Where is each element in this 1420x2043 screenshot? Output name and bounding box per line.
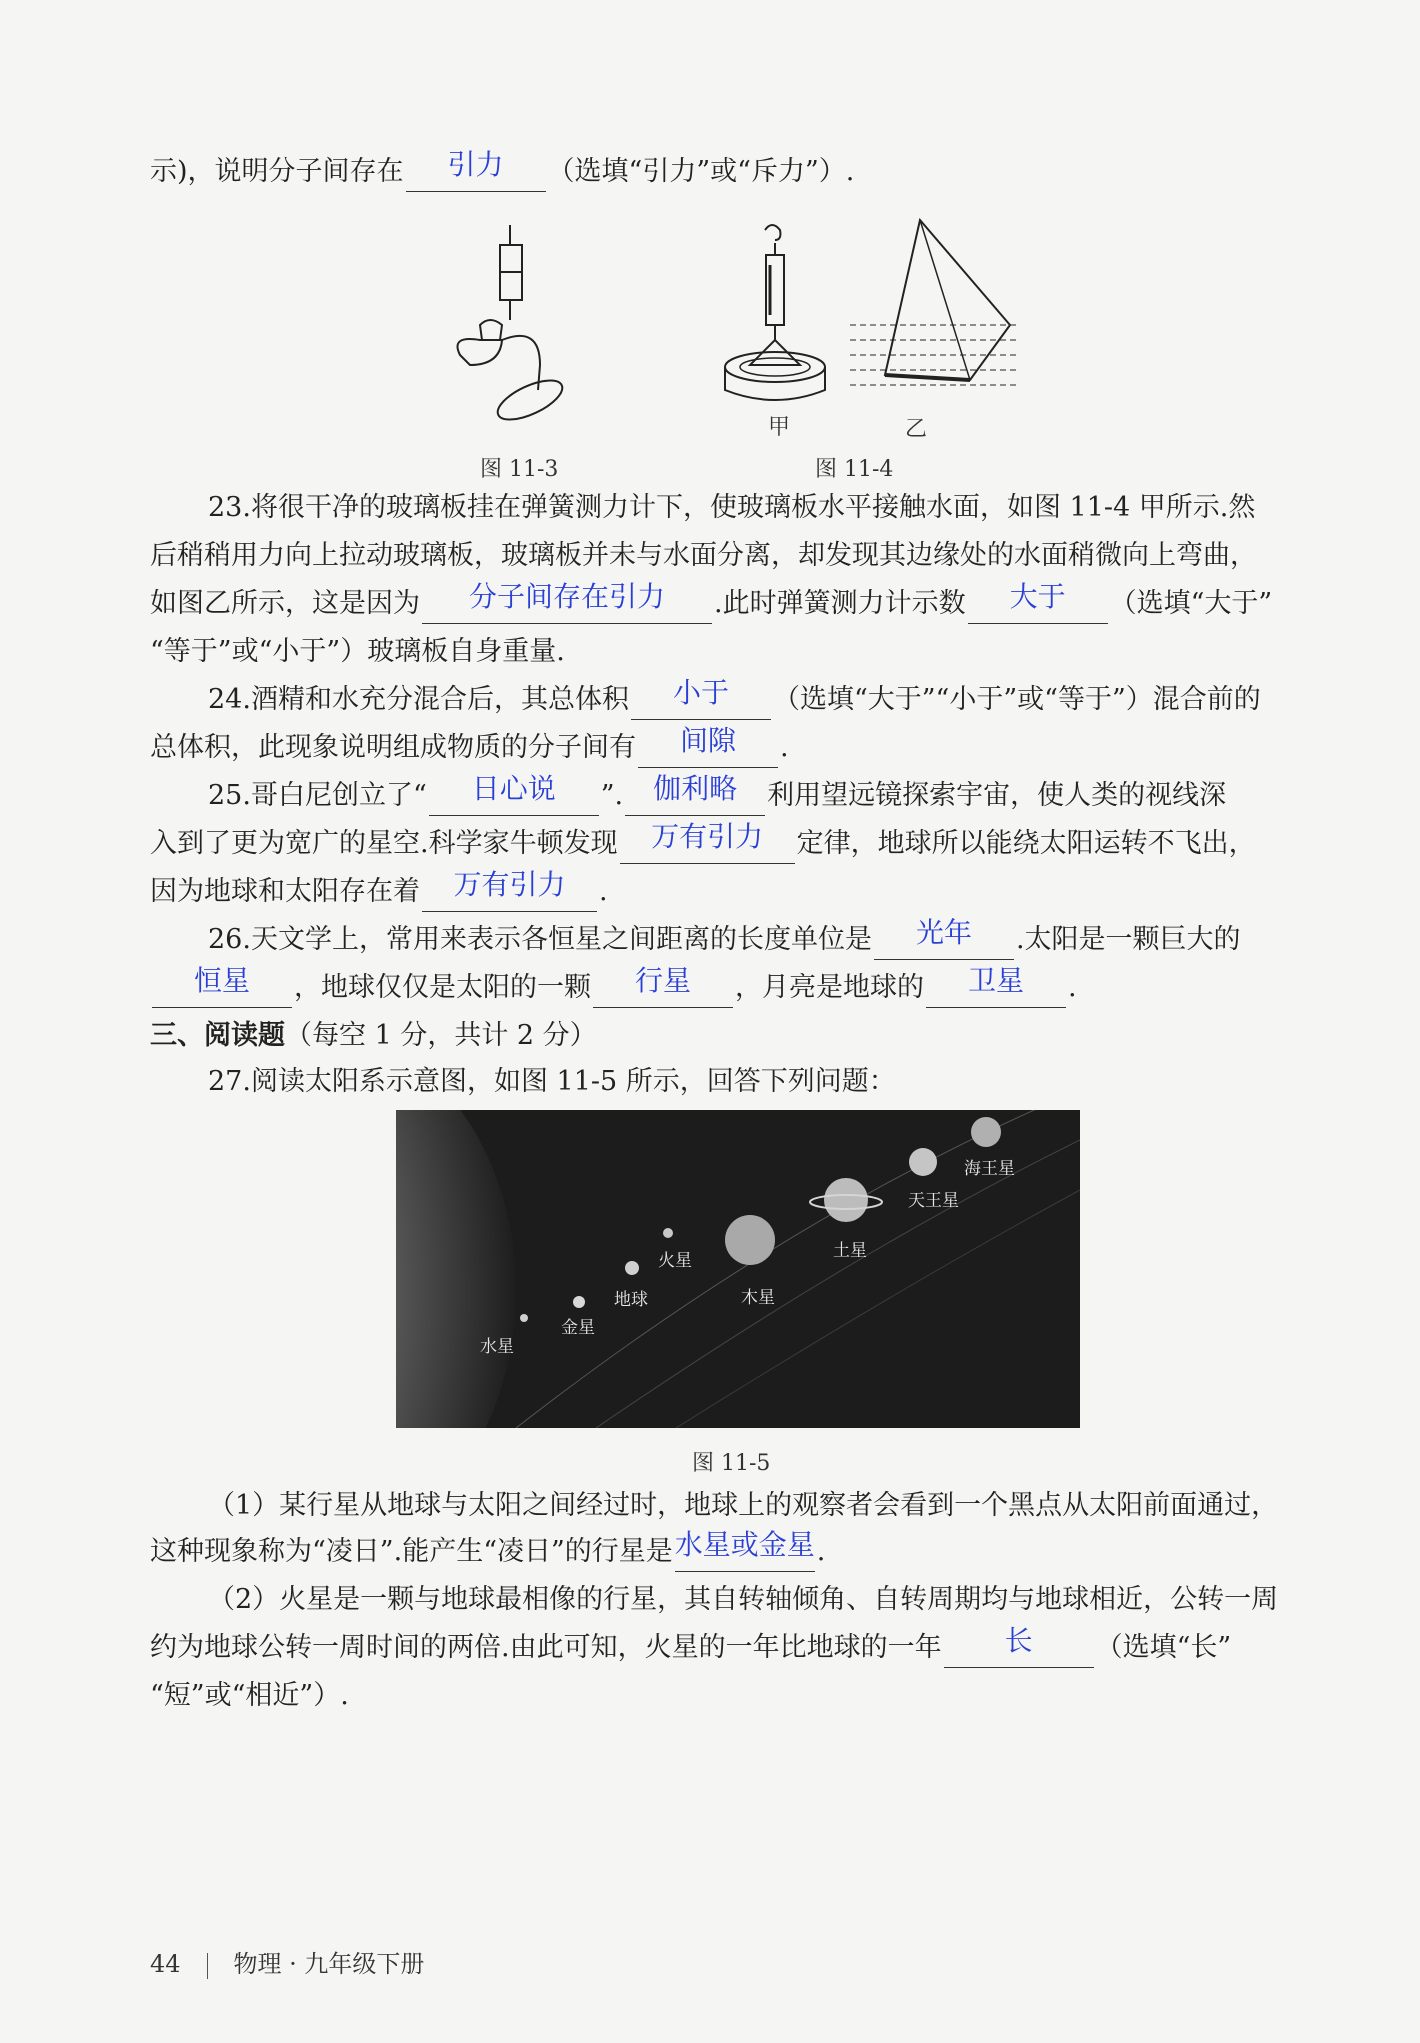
q26-answer2: 恒星 (193, 964, 250, 997)
q27-sub2-suffix: （选填“长” (1095, 1632, 1232, 1663)
q26-blank2 (152, 964, 292, 1008)
q24-line2-suffix: . (780, 732, 789, 763)
q26-line2 (150, 964, 1320, 1008)
neptune-shape (971, 1117, 1001, 1147)
q25-line2 (150, 820, 1320, 864)
q23-line4: “等于”或“小于”）玻璃板自身重量. (150, 636, 565, 667)
q25-line1-mid: ”. (600, 780, 624, 811)
q26-answer3: 行星 (634, 964, 691, 997)
saturn-shape (824, 1178, 868, 1222)
q27-sub2-blank (944, 1624, 1094, 1668)
q24-answer2: 间隙 (679, 724, 736, 757)
q25-answer1: 日心说 (471, 772, 556, 805)
q27-sub1-prefix: 这种现象称为“凌日”.能产生“凌日”的行星是 (150, 1536, 673, 1567)
q27-sub2-answer: 长 (1004, 1624, 1033, 1657)
q27-intro: 27.阅读太阳系示意图，如图 11-5 所示，回答下列问题： (208, 1066, 896, 1097)
q27-sub2-prefix: 约为地球公转一周时间的两倍.由此可知，火星的一年比地球的一年 (150, 1632, 942, 1663)
q25-blank4 (422, 868, 597, 912)
solar-system-image (396, 1110, 1080, 1428)
q24-line1-suffix: （选填“大于”“小于”或“等于”）混合前的 (772, 684, 1261, 715)
q23-blank1 (422, 580, 712, 624)
q23-blank2 (968, 580, 1108, 624)
q24-answer1: 小于 (672, 676, 729, 709)
q23-answer2: 大于 (1009, 580, 1066, 613)
q22-answer: 引力 (447, 148, 504, 181)
q22-prefix: 示)，说明分子间存在 (150, 156, 404, 187)
q24-line1 (208, 676, 1378, 720)
section3-title: 三、阅读题 (150, 1020, 285, 1051)
mercury-shape (520, 1314, 528, 1322)
q27-sub1-line1: （1）某行星从地球与太阳之间经过时，地球上的观察者会看到一个黑点从太阳前面通过， (208, 1490, 1279, 1521)
book-title: 物理 · 九年级下册 (233, 1950, 425, 1978)
q27-sub1-suffix: . (816, 1536, 826, 1567)
venus-shape (573, 1296, 585, 1308)
q26-blank1 (874, 916, 1014, 960)
q24-blank2 (638, 724, 778, 768)
q26-line2-mid1: ，地球仅仅是太阳的一颗 (294, 972, 591, 1003)
q26-blank3 (593, 964, 733, 1008)
planet-label-earth: 地球 (614, 1290, 648, 1310)
mars-shape (663, 1228, 673, 1238)
q27-sub1-blank (674, 1528, 815, 1572)
fig-11-4-caption: 图 11-4 (815, 457, 894, 482)
q25-line1-suffix: 利用望远镜探索宇宙，使人类的视线深 (767, 780, 1227, 811)
q26-line2-suffix: . (1068, 972, 1077, 1003)
q22-suffix: （选填“引力”或“斥力”）. (547, 156, 855, 187)
q25-line1 (208, 772, 1378, 816)
planet-label-uranus: 天王星 (908, 1191, 959, 1211)
planet-label-neptune: 海王星 (964, 1159, 1015, 1179)
q25-line3 (150, 868, 1320, 912)
q27-sub2-line3: “短”或“相近”）. (150, 1680, 349, 1711)
q26-answer4: 卫星 (967, 964, 1024, 997)
fig-11-4-label-jia: 甲 (768, 415, 791, 440)
q25-answer3: 万有引力 (651, 820, 764, 853)
q23-line3 (150, 580, 1320, 624)
planet-label-mercury: 水星 (480, 1337, 514, 1357)
q26-blank4 (926, 964, 1066, 1008)
page-footer (150, 1944, 424, 1979)
jupiter-shape (725, 1215, 775, 1265)
q26-line1 (208, 916, 1378, 960)
planet-label-mars: 火星 (658, 1251, 692, 1271)
section3-note: （每空 1 分，共计 2 分） (285, 1020, 597, 1051)
q24-line1-prefix: 24.酒精和水充分混合后，其总体积 (208, 684, 629, 715)
page-number: 44 (150, 1950, 181, 1978)
planet-label-jupiter: 木星 (741, 1288, 775, 1308)
earth-shape (625, 1261, 639, 1275)
q23-line3-suffix: （选填“大于” (1109, 588, 1273, 619)
q25-blank1 (429, 772, 599, 816)
q24-line2 (150, 724, 1320, 768)
fig-11-4-label-yi: 乙 (905, 417, 928, 442)
q26-line1-suffix: .太阳是一颗巨大的 (1015, 924, 1241, 955)
q27-sub1-answer: 水星或金星 (674, 1528, 815, 1561)
q23-line1: 23.将很干净的玻璃板挂在弹簧测力计下，使玻璃板水平接触水面，如图 11-4 甲所示.然 (208, 492, 1256, 523)
q26-line1-prefix: 26.天文学上，常用来表示各恒星之间距离的长度单位是 (208, 924, 872, 955)
q23-line2: 后稍稍用力向上拉动玻璃板，玻璃板并未与水面分离，却发现其边缘处的水面稍微向上弯曲， (150, 540, 1257, 571)
q24-blank1 (631, 676, 771, 720)
figure-11-4-drawing (720, 215, 1020, 430)
q25-line2-prefix: 入到了更为宽广的星空.科学家牛顿发现 (150, 828, 618, 859)
figure-11-3-drawing (440, 215, 590, 430)
q25-blank2 (625, 772, 765, 816)
q25-answer2: 伽利略 (653, 772, 738, 805)
footer-divider (207, 1953, 208, 1979)
q25-blank3 (620, 820, 795, 864)
q23-line3-mid: .此时弹簧测力计示数 (714, 588, 966, 619)
q26-line2-mid2: ，月亮是地球的 (735, 972, 924, 1003)
q27-sub1-line2 (150, 1528, 1320, 1572)
fig-11-3-caption: 图 11-3 (480, 457, 559, 482)
uranus-shape (909, 1148, 937, 1176)
fig-11-5-caption: 图 11-5 (692, 1451, 771, 1476)
section3-header (150, 1016, 1320, 1056)
q26-answer1: 光年 (915, 916, 972, 949)
q24-line2-prefix: 总体积，此现象说明组成物质的分子间有 (150, 732, 636, 763)
planet-label-saturn: 土星 (833, 1241, 867, 1261)
q25-line3-prefix: 因为地球和太阳存在着 (150, 876, 420, 907)
planet-label-venus: 金星 (561, 1318, 595, 1338)
q27-sub2-line2 (150, 1624, 1320, 1668)
q23-line3-prefix: 如图乙所示，这是因为 (150, 588, 420, 619)
q27-sub2-line1: （2）火星是一颗与地球最相像的行星，其自转轴倾角、自转周期均与地球相近，公转一周 (208, 1584, 1279, 1615)
q22-tail-line (150, 148, 1320, 192)
q25-line3-suffix: . (599, 876, 608, 907)
q23-answer1: 分子间存在引力 (468, 580, 665, 613)
q22-blank (406, 148, 546, 192)
q25-line1-prefix: 25.哥白尼创立了“ (208, 780, 427, 811)
q25-answer4: 万有引力 (453, 868, 566, 901)
q25-line2-suffix: 定律，地球所以能绕太阳运转不飞出， (796, 828, 1256, 859)
